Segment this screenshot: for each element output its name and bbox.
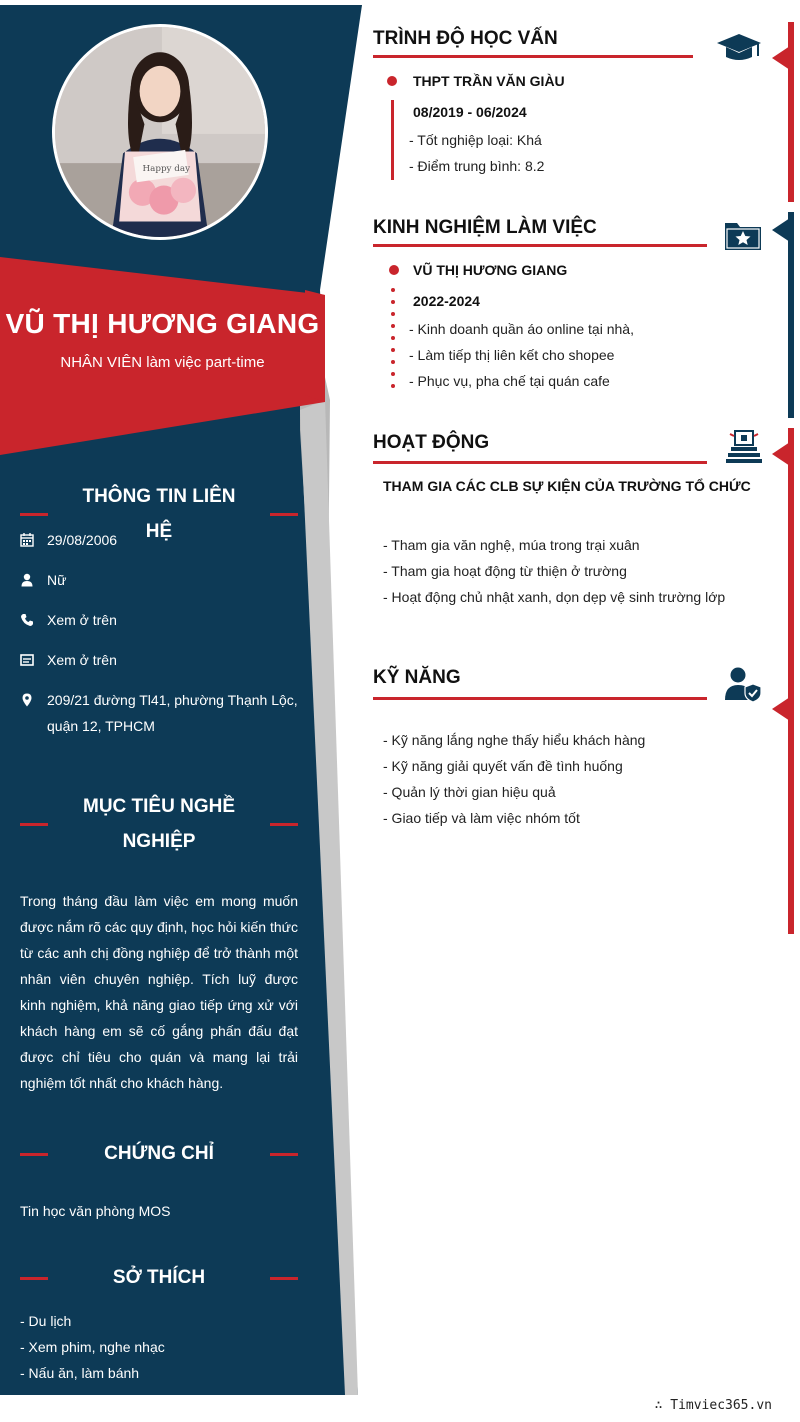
contact-email: Xem ở trên <box>20 647 310 673</box>
contact-gender: Nữ <box>20 567 310 593</box>
profile-name: VŨ THỊ HƯƠNG GIANG <box>5 308 320 339</box>
title-dash-left <box>20 513 48 516</box>
objective-text: Trong tháng đầu làm việc em mong muốn được nắm rõ các quy định, học hỏi kiến thức từ các anh chị đồng nghiệp để trở thành một nhân viên chuyên nghiệp. Tích luỹ được kinh nghiệm, khả năng giao tiếp ứng xử với khách hàng em sẽ cố gắng phấn đấu đạt được chỉ tiêu cho quán và mang lại trải nghiệm tốt nhất cho khách hàng. <box>20 893 298 1091</box>
email-icon <box>20 653 34 667</box>
contact-section-title: THÔNG TIN LIÊN HỆ <box>20 479 298 549</box>
contact-birthdate: 29/08/2006 <box>20 527 310 553</box>
hobbies-section-title: SỞ THÍCH <box>20 1260 298 1295</box>
title-dash-right <box>270 1277 298 1280</box>
activity-detail: - Tham gia văn nghệ, múa trong trại xuân <box>383 537 640 553</box>
footer-brand[interactable]: ∴ Timviec365.vn <box>654 1398 772 1413</box>
skill-detail: - Kỹ năng giải quyết vấn đề tình huống <box>383 758 623 774</box>
job-title: NHÂN VIÊN làm việc part-time <box>60 354 265 371</box>
skill-detail: - Giao tiếp và làm việc nhóm tốt <box>383 810 580 826</box>
user-shield-icon <box>724 666 762 702</box>
profile-photo <box>55 27 265 237</box>
timeline-dots <box>391 288 396 396</box>
section-underline <box>373 697 707 700</box>
activities-section-title: HOẠT ĐỘNG <box>373 432 490 453</box>
company-name: VŨ THỊ HƯƠNG GIANG <box>413 262 568 278</box>
title-dash-right <box>270 823 298 826</box>
section-underline <box>373 244 707 247</box>
timeline-line <box>391 100 394 180</box>
activity-detail: - Tham gia hoạt động từ thiện ở trường <box>383 563 627 579</box>
education-detail: - Điểm trung bình: 8.2 <box>409 158 545 174</box>
skill-detail: - Quản lý thời gian hiệu quả <box>383 784 556 800</box>
skills-section-title: KỸ NĂNG <box>373 667 461 688</box>
right-edge-bar-navy <box>788 212 794 418</box>
education-section-title: TRÌNH ĐỘ HỌC VẤN <box>373 28 558 49</box>
folder-star-icon <box>724 219 762 251</box>
title-dash-right <box>270 513 298 516</box>
experience-detail: - Phục vụ, pha chế tại quán cafe <box>409 373 610 389</box>
section-underline <box>373 55 693 58</box>
title-dash-left <box>20 1277 48 1280</box>
experience-period: 2022-2024 <box>413 293 480 309</box>
activities-heading: THAM GIA CÁC CLB SỰ KIỆN CỦA TRƯỜNG TỔ CHỨC <box>383 478 751 494</box>
objective-section-title: MỤC TIÊU NGHỀ NGHIỆP <box>20 789 298 859</box>
contact-phone: Xem ở trên <box>20 607 310 633</box>
experience-detail: - Làm tiếp thị liên kết cho shopee <box>409 347 615 363</box>
graduation-cap-icon <box>716 32 762 64</box>
user-icon <box>20 573 34 587</box>
location-icon <box>20 693 34 707</box>
timeline-dot <box>389 265 399 275</box>
triangle-marker <box>772 218 790 242</box>
title-dash-left <box>20 1153 48 1156</box>
right-edge-bar-red-lower <box>788 428 794 934</box>
podium-icon <box>726 428 762 464</box>
list-item: - Du lịch <box>20 1313 72 1329</box>
experience-detail: - Kinh doanh quần áo online tại nhà, <box>409 321 634 337</box>
phone-icon <box>20 613 34 627</box>
avatar <box>52 24 268 240</box>
education-detail: - Tốt nghiệp loại: Khá <box>409 132 542 148</box>
triangle-marker <box>772 697 790 721</box>
certificate-item: Tin học văn phòng MOS <box>20 1203 171 1219</box>
education-period: 08/2019 - 06/2024 <box>413 104 527 120</box>
list-item: - Xem phim, nghe nhạc <box>20 1339 165 1355</box>
school-name: THPT TRẦN VĂN GIÀU <box>413 73 565 89</box>
hobbies-list <box>20 1308 165 1386</box>
skill-detail: - Kỹ năng lắng nghe thấy hiểu khách hàng <box>383 732 646 748</box>
calendar-icon <box>20 533 34 547</box>
list-item: - Nấu ăn, làm bánh <box>20 1365 140 1381</box>
title-dash-right <box>270 1153 298 1156</box>
experience-section-title: KINH NGHIỆM LÀM VIỆC <box>373 217 597 238</box>
timeline-dot <box>387 76 397 86</box>
contact-address: 209/21 đường Tl41, phường Thạnh Lộc, quận 12, TPHCM <box>20 687 310 739</box>
banner-arrow <box>305 290 325 402</box>
activity-detail: - Hoạt động chủ nhật xanh, dọn dẹp vệ sinh trường lớp <box>383 589 726 605</box>
title-dash-left <box>20 823 48 826</box>
triangle-marker <box>772 46 790 70</box>
certificates-section-title: CHỨNG CHỈ <box>20 1136 298 1171</box>
triangle-marker <box>772 442 790 466</box>
photo-caption: Happy day <box>142 163 191 174</box>
section-underline <box>373 461 707 464</box>
